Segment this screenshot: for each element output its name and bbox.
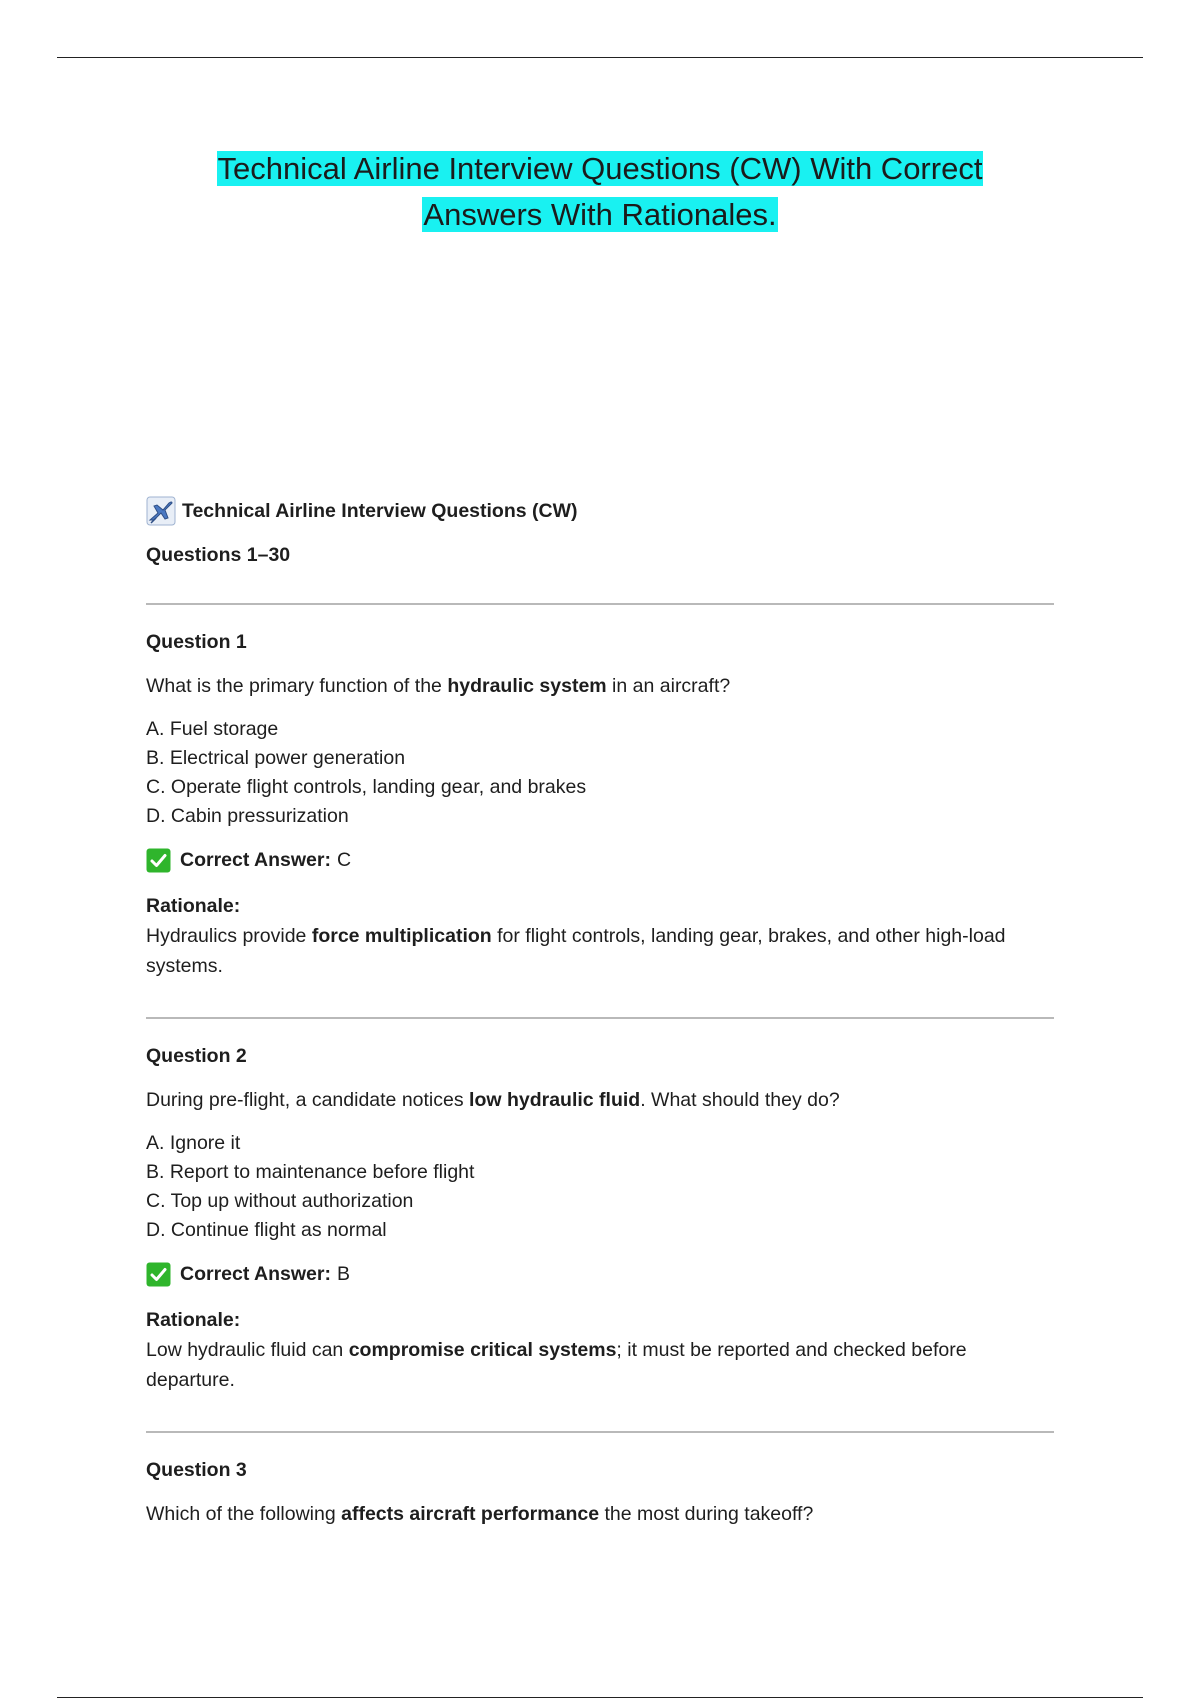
option-d: D. Continue flight as normal: [146, 1219, 387, 1241]
question-1-rationale: Hydraulics provide force multiplication for flight controls, landing gear, brakes, and other high-load systems.: [146, 925, 1006, 977]
answer-label: Correct Answer:: [180, 849, 331, 871]
airplane-icon: [146, 496, 176, 526]
question-1-options: [146, 715, 1056, 831]
document-title: [150, 146, 1050, 238]
question-3-title: Question 3: [146, 1459, 247, 1481]
question-1-title: Question 1: [146, 631, 247, 653]
document-body: [146, 494, 1056, 1529]
rationale-label: Rationale:: [146, 895, 241, 917]
page-bottom-rule: [57, 1697, 1143, 1698]
divider: [146, 603, 1054, 605]
title-line-2: Answers With Rationales.: [423, 197, 777, 232]
question-2-title: Question 2: [146, 1045, 247, 1067]
answer-value: C: [336, 849, 352, 871]
question-2-rationale: Low hydraulic fluid can compromise critical systems; it must be reported and checked before departure.: [146, 1339, 967, 1391]
answer-value: B: [336, 1263, 350, 1285]
option-b: B. Electrical power generation: [146, 747, 406, 769]
question-2-options: [146, 1129, 1056, 1245]
section-heading: [146, 494, 1056, 528]
question-2-text: During pre-flight, a candidate notices low hydraulic fluid. What should they do?: [146, 1089, 840, 1111]
option-a: A. Fuel storage: [146, 718, 279, 740]
option-b: B. Report to maintenance before flight: [146, 1161, 475, 1183]
page-top-rule: [57, 57, 1143, 58]
checkmark-icon: [146, 848, 171, 873]
option-d: D. Cabin pressurization: [146, 805, 349, 827]
divider: [146, 1431, 1054, 1433]
question-3-text: Which of the following affects aircraft performance the most during takeoff?: [146, 1503, 814, 1525]
question-1-answer: [146, 845, 1056, 875]
option-c: C. Operate flight controls, landing gear, and brakes: [146, 776, 587, 798]
title-line-1: Technical Airline Interview Questions (CW) With Correct: [217, 151, 983, 186]
question-1-text: What is the primary function of the hydraulic system in an aircraft?: [146, 675, 731, 697]
option-a: A. Ignore it: [146, 1132, 241, 1154]
questions-range: Questions 1–30: [146, 544, 291, 566]
checkmark-icon: [146, 1262, 171, 1287]
question-2-answer: [146, 1259, 1056, 1289]
divider: [146, 1017, 1054, 1019]
option-c: C. Top up without authorization: [146, 1190, 414, 1212]
answer-label: Correct Answer:: [180, 1263, 331, 1285]
section-heading-text: Technical Airline Interview Questions (CW): [182, 500, 578, 522]
rationale-label: Rationale:: [146, 1309, 241, 1331]
